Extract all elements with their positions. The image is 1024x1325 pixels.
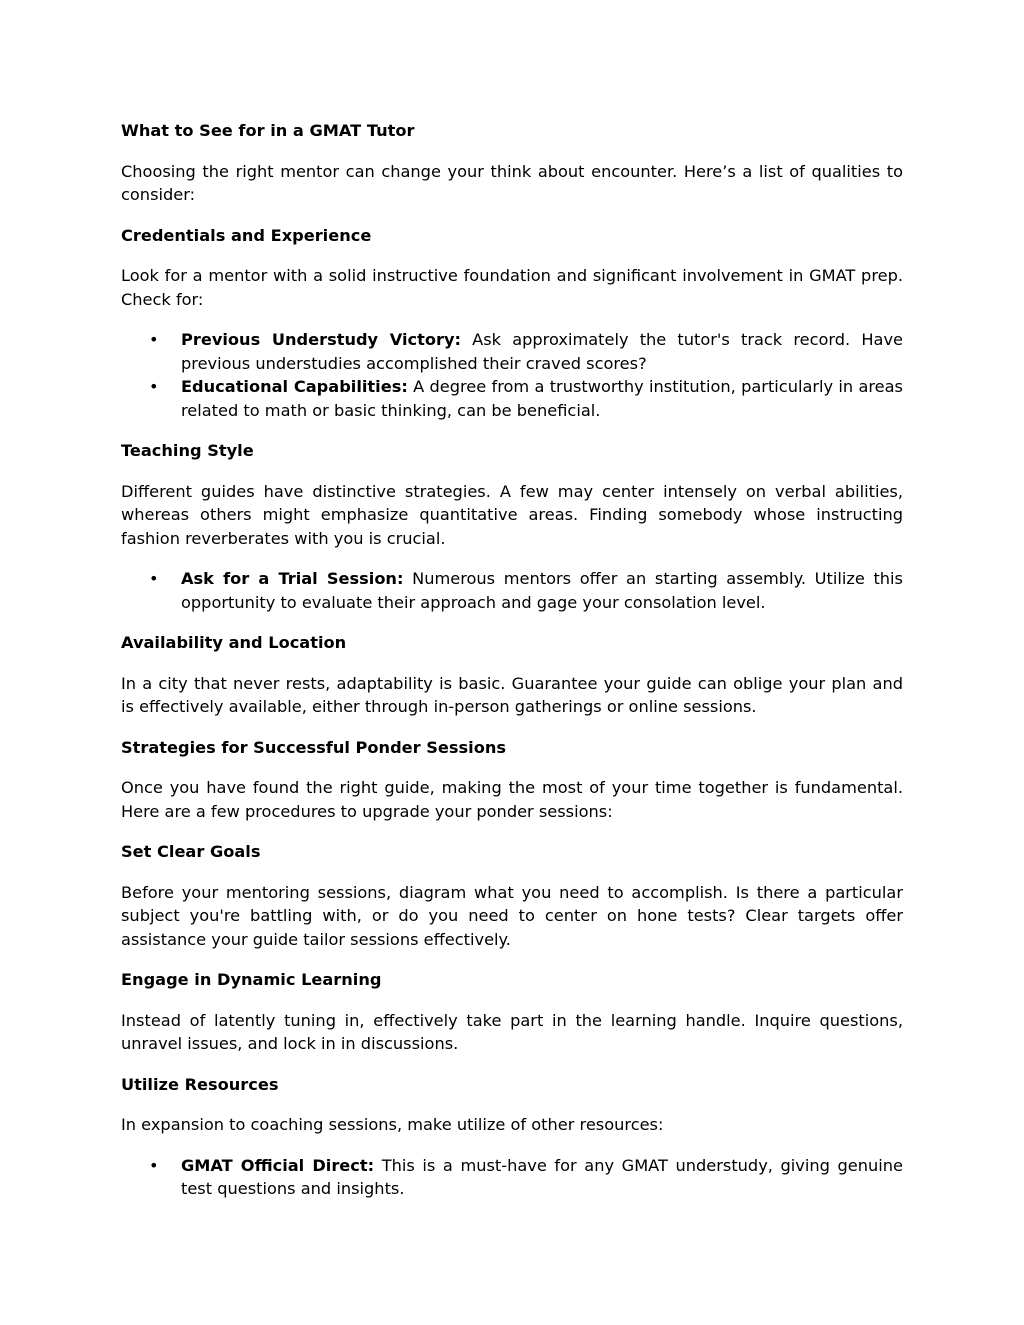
bullet-icon: • [149,569,159,588]
dynamic-learning-paragraph: Instead of latently tuning in, effectively take part in the learning handle. Inquire questions, unravel issues, and lock in in discussions. [121,1010,903,1053]
list-item [121,567,903,614]
document-title: What to See for in a GMAT Tutor [121,121,415,140]
bullet-icon: • [149,1155,159,1175]
resources-list [121,1154,903,1201]
list-item-text: This is a must-have for any GMAT understudy, giving genuine test questions and insights. [181,1155,903,1198]
list-item-text: A degree from a trustworthy institution, particularly in areas related to math or basic thinking, can be beneficial. [181,377,903,420]
goals-paragraph: Before your mentoring sessions, diagram what you need to accomplish. Is there a particular subject you're battling with, or do you need to center on hone tests? Clear targets offer assistance your guide tailor sessions effectively. [121,882,903,949]
availability-paragraph: In a city that never rests, adaptability is basic. Guarantee your guide can oblige your plan and is effectively available, either through in-person gatherings or online sessions. [121,673,903,716]
section-heading-strategies: Strategies for Successful Ponder Sessions [121,737,506,757]
list-item-lead: Previous Understudy Victory: [181,330,462,349]
list-item-text: Ask approximately the tutor's track record. Have previous understudies accomplished their craved scores? [181,330,903,373]
document-page [121,119,903,1218]
section-heading-goals: Set Clear Goals [121,842,261,861]
list-item [121,375,903,422]
strategies-paragraph: Once you have found the right guide, making the most of your time together is fundamental. Here are a few procedures to upgrade your ponder sessions: [121,778,903,821]
section-heading-resources: Utilize Resources [121,1074,279,1094]
bullet-icon: • [149,377,159,396]
credentials-list [121,328,903,422]
intro-paragraph: Choosing the right mentor can change your think about encounter. Here’s a list of qualities to consider: [121,161,903,204]
section-heading-availability: Availability and Location [121,633,347,652]
list-item-text: Numerous mentors offer an starting assembly. Utilize this opportunity to evaluate their approach and gage your consolation level. [181,569,903,612]
list-item-lead: GMAT Official Direct: [181,1155,375,1175]
teaching-paragraph: Different guides have distinctive strategies. A few may center intensely on verbal abilities, whereas others might emphasize quantitative areas. Finding somebody whose instructing fashion reverberates with you is crucial. [121,481,903,548]
list-item [121,328,903,375]
list-item [121,1154,903,1201]
list-item-lead: Ask for a Trial Session: [181,569,404,588]
credentials-paragraph: Look for a mentor with a solid instructive foundation and significant involvement in GMAT prep. Check for: [121,266,903,309]
section-heading-dynamic-learning: Engage in Dynamic Learning [121,970,382,989]
resources-paragraph: In expansion to coaching sessions, make utilize of other resources: [121,1115,664,1134]
section-heading-teaching: Teaching Style [121,441,254,460]
list-item-lead: Educational Capabilities: [181,377,408,396]
section-heading-credentials: Credentials and Experience [121,225,372,245]
bullet-icon: • [149,330,159,349]
teaching-list [121,567,903,614]
